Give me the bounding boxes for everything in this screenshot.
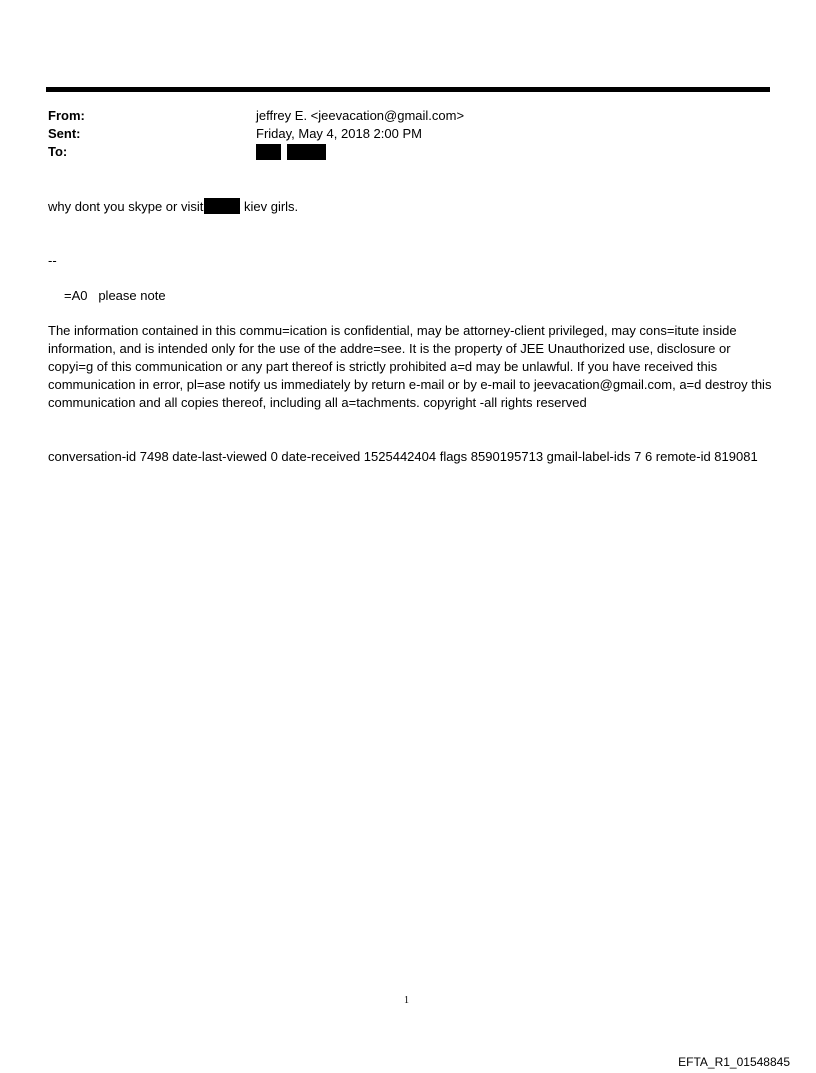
message-metadata: conversation-id 7498 date-last-viewed 0 date-received 1525442404 flags 8590195713 gmail-label-ids 7 6 remote-id 819081 xyxy=(48,449,758,464)
from-value: jeffrey E. <jeevacation@gmail.com> xyxy=(256,108,465,123)
message-text-before: why dont you skype or visit xyxy=(48,199,204,214)
to-label: To: xyxy=(48,144,68,159)
message-line xyxy=(48,198,298,216)
confidentiality-disclaimer: The information contained in this commu=ication is confidential, may be attorney-client privileged, may cons=itute inside information, and is intended only for the use of the addre=see. It is the property of JEE Unauthorized use, disclosure or copyi=g of this communication or any part thereof is strictly prohibited a=d may be unlawful. If you have received this communication in error, pl=ase notify us immediately by return e-mail or by e-mail to jeevacation@gmail.com, a=d destroy this communication and all copies thereof, including all a=tachments. copyright -all rights reserved xyxy=(48,323,772,410)
signature-separator: -- xyxy=(48,253,57,268)
page-number: 1 xyxy=(404,995,409,1006)
redaction-box xyxy=(204,198,240,214)
sent-value: Friday, May 4, 2018 2:00 PM xyxy=(256,126,422,141)
redaction-box xyxy=(256,144,281,160)
to-value xyxy=(256,144,326,162)
sent-label: Sent: xyxy=(48,126,81,141)
from-label: From: xyxy=(48,108,85,123)
header-divider xyxy=(46,87,770,92)
message-text-after: kiev girls. xyxy=(243,199,299,214)
please-note: =A0 please note xyxy=(64,288,166,303)
redaction-box xyxy=(287,144,326,160)
document-id: EFTA_R1_01548845 xyxy=(678,1055,790,1069)
